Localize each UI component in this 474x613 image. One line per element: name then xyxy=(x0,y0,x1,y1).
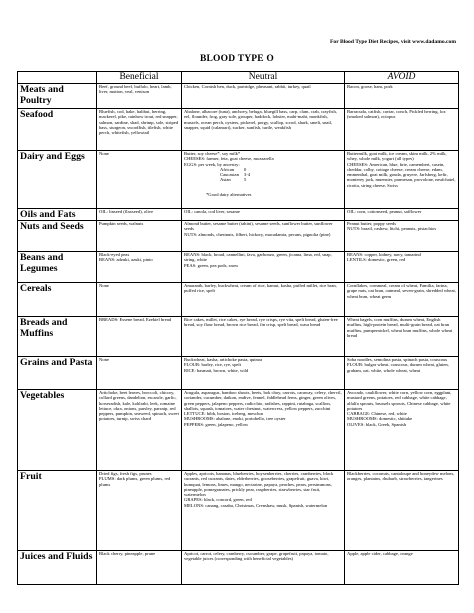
cell-line: CHEESES: American, blue, brie, camembert, casein, cheddar, colby, cottage cheese, cream cheese, edam, emmenthal, goat milk, gouda, gruyere, Jarlsberg, kefir, monterey jack, muenster, parmesan, provolone, neufchatel, ricotta, string cheese, Swiss xyxy=(347,161,456,188)
cell-line: BEANS: black, broad, cannellini, fava, garbonzo, green, jicama, lima, red, snap, string, white xyxy=(184,252,332,263)
diet-table xyxy=(17,71,459,585)
neutral-cell xyxy=(182,471,345,551)
avoid-cell: Apple, apple cider, cabbage, orange xyxy=(345,551,459,585)
neutral-cell xyxy=(182,357,345,390)
beneficial-cell: None xyxy=(97,357,182,390)
avoid-cell: Wheat bagels, corn muffins, durum wheat, English muffins, high-protein bread, multi-grain bread, oat bran muffins, pumpernickel, wheat bran muffins, whole wheat bread xyxy=(345,317,459,357)
avoid-cell xyxy=(345,221,459,252)
avoid-cell: Barracuda, catfish, caviar, conch, Pickled herring, lox (smoked salmon), octopus xyxy=(345,109,459,151)
category-label: Cereals xyxy=(18,283,97,317)
beneficial-cell: Bluefish, cod, hake, halibut, herring, mackerel, pike, rainbow trout, red snapper, salmon, sardine, shad, shrimp, sole, striped bass, sturgeon, swordfish, tilefish, white perch, whitefish, yellowtail xyxy=(97,109,182,151)
cell-line: Buttermilk, goat milk, ice cream, skim milk, 2% milk, whey, whole milk, yogurt (all types) xyxy=(347,151,447,162)
table-header-row xyxy=(18,72,459,84)
beneficial-cell: Beef, ground beef, buffalo, heart, lamb, liver, mutton, veal, venison xyxy=(97,84,182,109)
cell-line: PLUMS: dark plums, green plums, red plums xyxy=(99,476,171,487)
beneficial-cell: BREADS: Essene bread, Ezekiel bread xyxy=(97,317,182,357)
category-label: Oils and Fats xyxy=(18,209,97,221)
category-label: Breads and Muffins xyxy=(18,317,97,357)
table-row-juices-and-fluids xyxy=(18,551,459,585)
table-row-oils-and-fats xyxy=(18,209,459,221)
cell-line: NUTS: brazil, cashew, litchi, peanuts, pistachios xyxy=(347,226,437,232)
table-row-cereals xyxy=(18,283,459,317)
cell-line: NUTS: almonds, chestnuts, filbert, hickory, macadamia, pecans, pignolia (pine) xyxy=(184,231,331,237)
beneficial-cell: Black cherry, pineapple, prune xyxy=(97,551,182,585)
cell-line: Soba noodles, semolina pasta, spinach pasta, couscous xyxy=(347,357,448,362)
table-row-beans-and-legumes xyxy=(18,252,459,283)
site-note: For Blood Type Diet Recipes, visit www.dadamo.com xyxy=(329,39,456,45)
page-title: BLOOD TYPE O xyxy=(199,54,275,64)
cell-line: CABBAGE: Chinese, red, white xyxy=(347,411,407,416)
category-label: Meats and Poultry xyxy=(18,84,97,109)
beneficial-cell: None xyxy=(97,283,182,317)
cell-line: MUSHROOMS: abalone, enoki, portobello, tree oyster xyxy=(184,416,286,422)
category-label: Grains and Pasta xyxy=(18,357,97,390)
cell-line: BEANS: adzuki, azuki, pinto xyxy=(99,257,153,263)
ancestry-eggs: 0 xyxy=(244,166,247,172)
cell-line: Avocado, cauliflower, white corn, yellow corn, eggplant, mustard greens, potatoes, red cabbage, white cabbage, alfalfa sprouts, brussels sprouts, Chinese cabbage, white potatoes xyxy=(347,390,452,411)
category-label: Nuts and Seeds xyxy=(18,221,97,252)
category-label: Beans and Legumes xyxy=(18,252,97,283)
cell-line: GRAPES: black, concord, green, red xyxy=(184,497,252,503)
neutral-cell: Amaranth, barley, buckwheat, cream of rice, kamut, kasha, puffed millet, rice bran, puffed rice, spelt xyxy=(182,283,345,317)
cell-line: FLOUR: barley, rice, rye, spelt xyxy=(184,362,241,368)
avoid-cell: Cornflakes, cornmeal, cream of wheat, Familia, farina, grape nuts, oat bran, oatmeal, seven-grain, shredded wheat, wheat bran, wheat germ xyxy=(345,283,459,317)
avoid-cell xyxy=(345,151,459,209)
beneficial-cell: OIL: linseed (flaxseed), olive xyxy=(97,209,182,221)
cell-line: PEPPERS: green, jalapeno, yellow xyxy=(184,421,249,427)
category-label: Fruit xyxy=(18,471,97,551)
cell-line: Apples, apricots, bananas, blueberries, boysenberries, cherries, cranberries, black currants, red currants, dates, elderberries, gooseberries, grapefruit, guava, kiwi, kumquat, lemons, limes, mango, nectarine, papaya, peaches, pears, persimmons, pineapple, pomegranates, prickly pear, raspberries, strawberries, star fruit, watermelon xyxy=(184,471,334,497)
cell-line: CHEESES: farmer, feta, goat cheese, mozzarella xyxy=(184,156,274,162)
avoid-cell: Bacon, goose, ham, pork xyxy=(345,84,459,109)
neutral-cell: Abalone, albacore (tuna), anchovy, beluga, bluegill bass, carp, clam, crab, crayfish, eel, flounder, frog, gray sole, grouper, haddock, lobster, mahi-mahi, monkfish, mussels, ocean perch, oysters, pickerel, porgy, scallop, scrod, shark, smelt, snail, snapper, squid (calamari), sucker, sunfish, turtle, weakfish xyxy=(182,109,345,151)
avoid-cell: OIL: corn, cottonseed, peanut, safflower xyxy=(345,209,459,221)
ancestry-name: African xyxy=(220,166,235,172)
cell-line: RICE: basmati, brown, white, wild xyxy=(184,367,249,373)
header-category xyxy=(18,72,97,84)
cell-line: Dried figs, fresh figs, prunes xyxy=(99,471,152,476)
neutral-cell xyxy=(182,221,345,252)
neutral-cell: Apricot, carrot, celery, cranberry, cucumber, grape, grapefruit, papaya, tomato, vegetable juices (corresponding with beneficial vegetables) xyxy=(182,551,345,585)
cell-line: BEANS: copper, kidney, navy, tamarind xyxy=(347,252,421,257)
ancestry-name: Caucasian xyxy=(220,172,239,177)
category-label: Juices and Fluids xyxy=(18,551,97,585)
neutral-cell: Chicken, Cornish hen, duck, partridge, pheasant, rabbit, turkey, quail xyxy=(182,84,345,109)
beneficial-cell xyxy=(97,252,182,283)
cell-line: Butter, soy cheese*, soy milk* xyxy=(184,151,241,156)
table-row-nuts-and-seeds xyxy=(18,221,459,252)
cell-line: Peanut butter, poppy seeds xyxy=(347,221,397,226)
avoid-cell xyxy=(345,252,459,283)
neutral-cell: OIL: canola, cod liver, sesame xyxy=(182,209,345,221)
cell-line: Arugula, asparagus, bamboo shoots, beets, bok choy, carrots, caraway, celery, chervil, coriander, cucumber, daikon, endive, fennel, fiddlehead ferns, ginger, green olives, green peppers, jalapeno peppers, radicchio, radishes, rappini, rutabaga, scallion, shallots, squash, tomatoes, water chestnut, watercress, yellow peppers, zucchini xyxy=(184,390,342,411)
cell-line: OLIVES: black, Greek, Spanish xyxy=(347,421,407,427)
cell-line: LENTILS: domestic, green, red xyxy=(347,257,406,263)
category-label: Vegetables xyxy=(18,390,97,471)
table-row-seafood xyxy=(18,109,459,151)
cell-line: EGGS: per week, by ancestry: xyxy=(184,161,240,167)
cell-line: MELONS: canang, casaba, Christmas, Crenshaw, musk, Spanish, watermelon xyxy=(184,502,328,508)
header-neutral: Neutral xyxy=(182,72,345,84)
egg-ancestry-line xyxy=(184,177,342,182)
cell-line: FLOUR: bulgar wheat, couscous, durum wheat, gluten, graham, oat, white, whole wheat, wheat xyxy=(347,362,449,373)
header-avoid: AVOID xyxy=(345,72,459,84)
neutral-cell: Rice cakes, millet, rice cakes, rye bread, rye crisps, rye vita, spelt bread, gluten-free bread, soy flour bread, brown rice bread, fin crisp, spelt bread, wasa bread xyxy=(182,317,345,357)
ancestry-eggs: 5 xyxy=(244,177,247,183)
neutral-cell xyxy=(182,390,345,471)
table-body xyxy=(18,84,459,585)
table-row-dairy-and-eggs xyxy=(18,151,459,209)
cell-line: LETTUCE: bibb, boston, iceberg, mesclun xyxy=(184,411,263,416)
ancestry-name: Asian xyxy=(220,177,231,183)
cell-line: MUSHROOMS: domestic, shiitake xyxy=(347,416,413,422)
avoid-cell xyxy=(345,390,459,471)
cell-line: Buckwheat, kasha, artichoke pasta, quinoa xyxy=(184,357,263,362)
cell-line: PEAS: green, pea pods, snow xyxy=(184,262,239,268)
beneficial-cell: Pumpkin seeds, walnuts xyxy=(97,221,182,252)
table-row-breads-and-muffins xyxy=(18,317,459,357)
category-label: Dairy and Eggs xyxy=(18,151,97,209)
neutral-cell xyxy=(182,151,345,209)
cell-line: Almond butter, sesame butter (tahini), sesame seeds, sunflower butter, sunflower seeds xyxy=(184,221,333,232)
table-row-grains-and-pasta xyxy=(18,357,459,390)
avoid-cell: Blackberries, coconuts, cantaloupe and honeydew melons, oranges, plantains, rhubarb, strawberries, tangerines xyxy=(345,471,459,551)
beneficial-cell: Artichoke, beet leaves, broccoli, chicory, collard greens, dandelion, escarole, garlic, horseradish, kale, kohlrabi, leek, romaine lettuce, okra, onions, parsley, parsnip, red peppers, pumpkin, seaweed, spinach, sweet potatoes, turnip, swiss chard xyxy=(97,390,182,471)
neutral-cell xyxy=(182,252,345,283)
dairy-footnote: *Good dairy alternatives xyxy=(206,191,252,197)
beneficial-cell xyxy=(97,471,182,551)
beneficial-cell: None xyxy=(97,151,182,209)
cell-line: Black-eyed peas xyxy=(99,252,130,257)
category-label: Seafood xyxy=(18,109,97,151)
table-row-fruit xyxy=(18,471,459,551)
avoid-cell xyxy=(345,357,459,390)
ancestry-eggs: 3-4 xyxy=(244,172,251,177)
table-row-vegetables xyxy=(18,390,459,471)
table-row-meats-and-poultry xyxy=(18,84,459,109)
header-beneficial: Beneficial xyxy=(97,72,182,84)
